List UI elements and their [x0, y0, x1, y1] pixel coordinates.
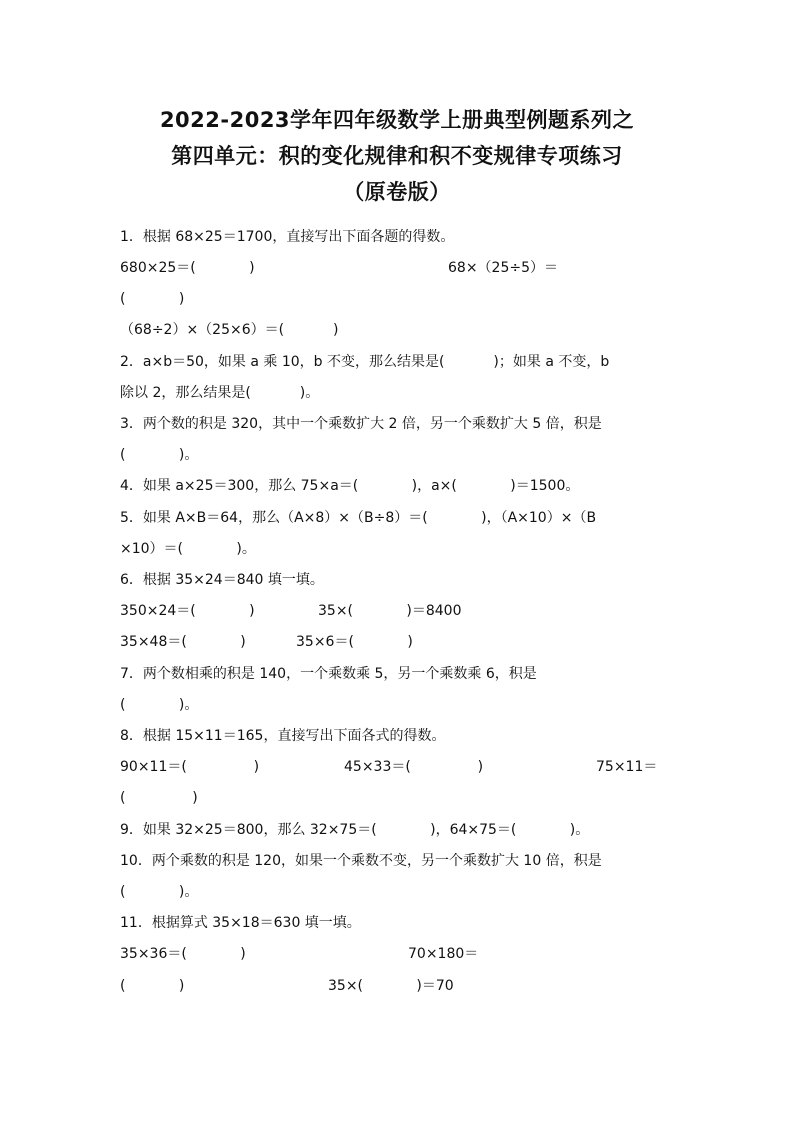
q1-item-b-blank: ( ) — [120, 291, 185, 307]
q11-item-b: 70×180＝ — [408, 946, 479, 962]
q9-line-1: 9．如果 32×25＝800，那么 32×75＝( )，64×75＝( )。 — [120, 822, 590, 838]
q6-item-c: 35×48＝( ) — [120, 634, 246, 650]
q7-line-1: 7．两个数相乘的积是 140，一个乘数乘 5，另一个乘数乘 6，积是 — [120, 666, 537, 682]
title-line-1: 2022-2023学年四年级数学上册典型例题系列之 — [159, 108, 635, 132]
q11-item-c: 35×( )＝70 — [328, 978, 454, 994]
q11-item-a: 35×36＝( ) — [120, 946, 246, 962]
q5-line-1: 5．如果 A×B＝64，那么（A×8）×（B÷8）＝( )，（A×10）×（B — [120, 510, 597, 526]
q2-line-1: 2．a×b＝50，如果 a 乘 10，b 不变，那么结果是( )；如果 a 不变，b — [120, 354, 610, 370]
q6-stem: 6．根据 35×24＝840 填一填。 — [120, 572, 324, 588]
q6-item-d: 35×6＝( ) — [296, 634, 413, 650]
q6-item-a: 350×24＝( ) — [120, 603, 255, 619]
q3-line-2: ( )。 — [120, 447, 199, 463]
q8-item-c-blank: ( ) — [120, 790, 198, 806]
title-line-3: （原卷版） — [343, 180, 451, 204]
q1-item-c: （68÷2）×（25×6）＝( ) — [120, 322, 339, 338]
q1-item-a: 680×25＝( ) — [120, 260, 255, 276]
q4-line-1: 4．如果 a×25＝300，那么 75×a＝( )，a×( )＝1500。 — [120, 478, 580, 494]
q8-item-c: 75×11＝ — [596, 759, 658, 775]
q10-line-2: ( )。 — [120, 884, 199, 900]
q10-line-1: 10．两个乘数的积是 120，如果一个乘数不变，另一个乘数扩大 10 倍，积是 — [120, 853, 602, 869]
q11-stem: 11．根据算式 35×18＝630 填一填。 — [120, 915, 361, 931]
q2-line-2: 除以 2，那么结果是( )。 — [120, 385, 320, 401]
q1-stem: 1．根据 68×25＝1700，直接写出下面各题的得数。 — [120, 229, 455, 245]
title-line-2: 第四单元：积的变化规律和积不变规律专项练习 — [171, 144, 623, 168]
q3-line-1: 3．两个数的积是 320，其中一个乘数扩大 2 倍，另一个乘数扩大 5 倍，积是 — [120, 416, 602, 432]
q1-item-b: 68×（25÷5）＝ — [448, 260, 558, 276]
q5-line-2: ×10）＝( )。 — [120, 541, 256, 557]
q7-line-2: ( )。 — [120, 697, 199, 713]
q8-stem: 8．根据 15×11＝165，直接写出下面各式的得数。 — [120, 728, 446, 744]
q11-item-b-blank: ( ) — [120, 978, 185, 994]
q8-item-a: 90×11＝( ) — [120, 759, 260, 775]
q8-item-b: 45×33＝( ) — [344, 759, 484, 775]
q6-item-b: 35×( )＝8400 — [318, 603, 462, 619]
